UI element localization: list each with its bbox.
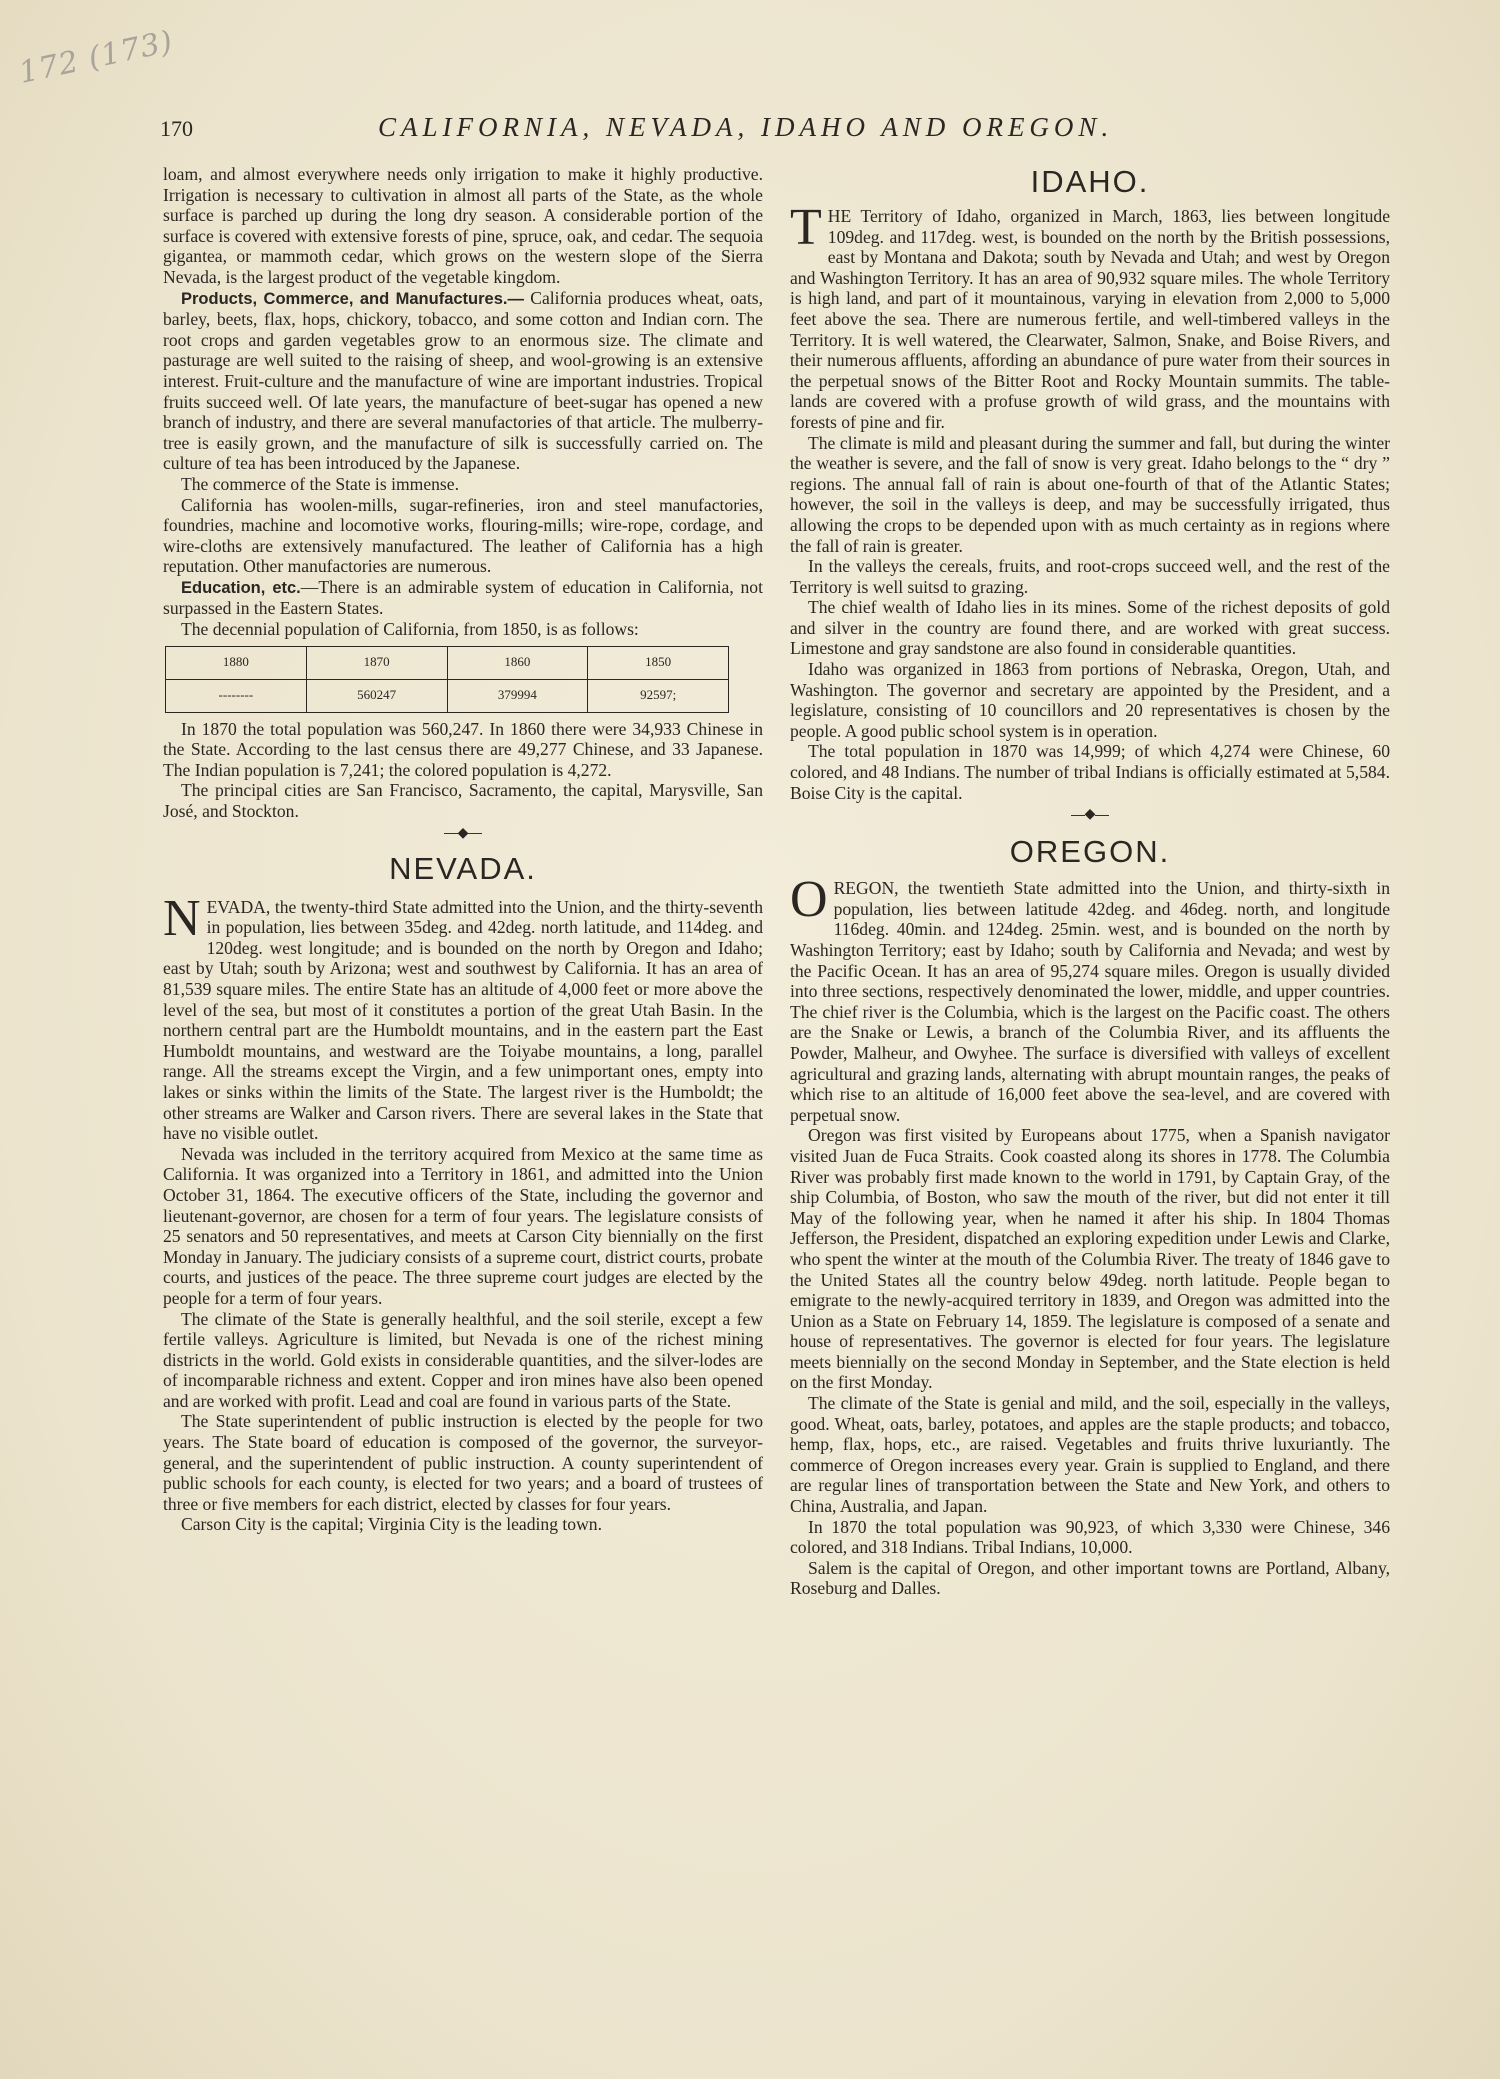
running-head: CALIFORNIA, NEVADA, IDAHO AND OREGON.	[378, 112, 1114, 142]
table-cell: 560247	[306, 679, 447, 712]
oregon-capital-paragraph: Salem is the capital of Oregon, and other important towns are Portland, Albany, Roseburg and Dalles.	[790, 1557, 1390, 1599]
idaho-intro-paragraph	[790, 199, 1390, 433]
oregon-history-paragraph: Oregon was first visited by Europeans about 1775, when a Spanish navigator visited Juan de Fuca Straits. Cook coasted along its shores in 1778. The Columbia River was probably first made known to the world in 1791, by Captain Gray, of the ship Columbia, of Boston, who saw the mouth of the river, but did not enter it till May of the following year, when he named it after his ship. In 1804 Thomas Jefferson, the President, dispatched an exploring expedition under Lewis and Clarke, who spent the winter at the mouth of the Columbia River. The treaty of 1846 gave to the United States all the country below 49deg. north latitude. People began to emigrate to the newly-acquired territory in 1839, and Oregon was admitted into the Union as a State on February 14, 1859. The legislature is composed of a senate and house of representatives. The governor is elected for four years. The legislature meets biennially on the second Monday in September, and the State election is held on the first Monday.	[790, 1125, 1390, 1393]
education-text: —There is an admirable system of education in California, not surpassed in the Eastern States.	[163, 576, 763, 619]
oregon-title: OREGON.	[1009, 834, 1171, 870]
table-cell: --------	[166, 679, 307, 712]
idaho-population-paragraph: The total population in 1870 was 14,999; of which 4,274 were Chinese, 60 colored, and 48 Indians. The number of tribal Indians is officially estimated at 5,584. Boise City is the capital.	[790, 741, 1390, 803]
right-column	[790, 164, 1390, 1599]
california-population-paragraph: In 1870 the total population was 560,247. In 1860 there were 34,933 Chinese in the State. According to the last census there are 49,277 Chinese, and 33 Japanese. The Indian population is 7,241; the colored population is 4,272.	[163, 718, 763, 780]
population-table	[165, 646, 729, 713]
nevada-history-paragraph: Nevada was included in the territory acquired from Mexico at the same time as California. It was organized into a Territory in 1861, and admitted into the Union October 31, 1864. The executive officers of the State, including the governor and lieutenant-governor, are chosen for a term of four years. The legislature consists of 25 senators and 50 representatives, and meets at Carson City biennially on the first Monday in January. The judiciary consists of a supreme court, district courts, probate courts, and justices of the peace. The three supreme court judges are elected by the people for a term of four years.	[163, 1143, 763, 1308]
california-continued-paragraph: loam, and almost everywhere needs only irrigation to make it highly productive. Irrigation is necessary to cultivation in almost all parts of the State, as the whole surface is parched up during the long dry season. A considerable portion of the surface is covered with extensive forests of pine, spruce, oak, and cedar. The sequoia gigantea, or mammoth cedar, which grows on the western slope of the Sierra Nevada, is the largest product of the vegetable kingdom.	[163, 164, 763, 287]
page-header	[160, 112, 1400, 152]
nevada-intro-paragraph	[163, 889, 763, 1144]
table-cell: 92597;	[588, 679, 729, 712]
idaho-mines-paragraph: The chief wealth of Idaho lies in its mines. Some of the richest deposits of gold and silver in the country are found there, and are worked with great success. Limestone and gray sandstone are also found in considerable quantities.	[790, 597, 1390, 659]
california-cities-paragraph: The principal cities are San Francisco, Sacramento, the capital, Marysville, San José, and Stockton.	[163, 780, 763, 822]
products-text: California produces wheat, oats, barley, beets, flax, hops, chickory, tobacco, and some cotton and Indian corn. The root crops and garden vegetables grow to an enormous size. The climate and pasturage are well suited to the raising of sheep, and wool-growing is an extensive interest. Fruit-culture and the manufacture of wine are important industries. Tropical fruits succeed well. Of late years, the manufacture of beet-sugar has opened a new branch of industry, and there are several manufactories of that article. The mulberry-tree is easily grown, and the manufacture of silk is successfully carried on. The culture of tea has been introduced by the Japanese.	[163, 287, 763, 474]
education-heading: Education, etc.	[181, 578, 301, 597]
oregon-population-paragraph: In 1870 the total population was 90,923, of which 3,330 were Chinese, 346 colored, and 318 Indians. Tribal Indians, 10,000.	[790, 1516, 1390, 1558]
oregon-intro-text: REGON, the twentieth State admitted into the Union, and thirty-sixth in population, lies between latitude 42deg. and 46deg. north, and longitude 116deg. 40min. and 124deg. 25min. west, and is bounded on the north by Washington Territory; east by Idaho; south by California and Nevada; and west by the Pacific Ocean. It has an area of 95,274 square miles. Oregon is usually divided into three sections, respectively denominated the lower, middle, and upper countries. The chief river is the Columbia, which is the largest on the Pacific coast. The others are the Snake or Lewis, a branch of the Columbia River, and its affluents the Powder, Malheur, and Owyhee. The surface is diversified with valleys of excellent agricultural and grazing lands, alternating with abrupt mountain ranges, the peaks of which rise to an altitude of 16,000 feet above the sea-level, and are covered with perpetual snow.	[790, 878, 1390, 1125]
table-row-years	[166, 646, 729, 679]
oregon-dropcap: O	[790, 871, 828, 929]
products-heading: Products, Commerce, and Manufactures.—	[181, 289, 524, 308]
idaho-dropcap: T	[790, 199, 822, 256]
table-row-values	[166, 679, 729, 712]
nevada-intro-text: EVADA, the twenty-third State admitted into the Union, and the thirty-seventh in population, lies between 35deg. and 42deg. north latitude, and 114deg. and 120deg. west longitude; and is bounded on the north by Oregon and Idaho; east by Utah; south by Arizona; west and southwest by California. It has an area of 81,539 square miles. The entire State has an altitude of 4,000 feet or more above the level of the sea, but most of it constitutes a portion of the great Utah Basin. In the northern central part are the Humboldt mountains, and in the eastern part the East Humboldt mountains, and westward are the Toiyabe mountains, a long, parallel range. All the streams except the Virgin, and a few unimportant ones, empty into lakes or sinks within the limits of the State. The largest river is the Humboldt; the other streams are Walker and Carson rivers. There are several lakes in the State that have no visible outlet.	[163, 896, 763, 1144]
nevada-capital-paragraph: Carson City is the capital; Virginia City is the leading town.	[181, 1514, 602, 1535]
table-cell: 1870	[306, 646, 447, 679]
table-cell: 1880	[166, 646, 307, 679]
nevada-climate-paragraph: The climate of the State is generally healthful, and the soil sterile, except a few fertile valleys. Agriculture is limited, but Nevada is one of the richest mining districts in the world. Gold exists in considerable quantities, and the silver-lodes are of incomparable richness and extent. Copper and iron mines have also been opened and are worked with profit. Lead and coal are found in various parts of the State.	[163, 1308, 763, 1411]
table-cell: 379994	[447, 679, 588, 712]
idaho-intro-text: HE Territory of Idaho, organized in March, 1863, lies between longitude 109deg. and 117deg. west, is bounded on the north by the British possessions, east by Montana and Dakota; south by Nevada and Utah; and west by Oregon and Washington Territory. It has an area of 90,932 square miles. The whole Territory is high land, and part of it mountainous, varying in elevation from 2,000 to 5,000 feet above the sea. There are numerous fertile, and well-timbered valleys in the Territory. It is well watered, the Clearwater, Salmon, Snake, and Boise Rivers, and their numerous affluents, affording an abundance of pure water from their sources in the perpetual snows of the Bitter Root and Rocky Mountain summits. The table-lands are covered with a profuse growth of wild grass, and the mountains with forests of pine and fir.	[790, 206, 1390, 432]
manufactures-paragraph: California has woolen-mills, sugar-refineries, iron and steel manufactories, foundries, machine and locomotive works, flouring-mills; wire-rope, cordage, and wire-cloths are extensively manufactured. The leather of California has a high reputation. Other manufactories are numerous.	[163, 494, 763, 577]
decennial-intro: The decennial population of California, from 1850, is as follows:	[181, 619, 639, 640]
nevada-title: NEVADA.	[389, 850, 537, 886]
left-column	[163, 164, 763, 1535]
page-number: 170	[160, 116, 193, 141]
idaho-history-paragraph: Idaho was organized in 1863 from portions of Nebraska, Oregon, Utah, and Washington. The governor and secretary are appointed by the President, and a legislature, consisting of 10 councillors and 20 representatives is chosen by the people. A good public school system is in operation.	[790, 659, 1390, 741]
nevada-education-paragraph: The State superintendent of public instruction is elected by the people for two years. The State board of education is composed of the governor, the surveyor-general, and the superintendent of public instruction. A county superintendent of public schools for each county, is elected for two years; and a board of trustees of three or five members for each district, elected by classes for four years.	[163, 1411, 763, 1514]
section-divider: ◆	[163, 827, 763, 841]
section-divider: ◆	[790, 808, 1390, 822]
products-paragraph	[163, 288, 763, 474]
pencil-note: 172 (173)	[16, 24, 177, 91]
idaho-climate-paragraph: The climate is mild and pleasant during the summer and fall, but during the winter the weather is severe, and the fall of snow is very great. Idaho belongs to the “ dry ” regions. The annual fall of rain is about one-fourth of that of the Atlantic States; however, the soil in the valleys is deep, and may be successfully irrigated, thus allowing the crops to be depended upon with as much certainty as in regions where the fall of rain is greater.	[790, 432, 1390, 556]
nevada-dropcap: N	[163, 889, 201, 947]
table-cell: 1850	[588, 646, 729, 679]
oregon-intro-paragraph	[790, 871, 1390, 1125]
oregon-climate-paragraph: The climate of the State is genial and mild, and the soil, especially in the valleys, good. Wheat, oats, barley, potatoes, and apples are the staple products; and tobacco, hemp, flax, hops, etc., are raised. Vegetables and fruits thrive luxuriantly. The commerce of Oregon increases every year. Grain is supplied to England, and there are regular lines of transportation between the State and New York, and others to China, Australia, and Japan.	[790, 1393, 1390, 1517]
commerce-paragraph: The commerce of the State is immense.	[181, 473, 459, 494]
table-cell: 1860	[447, 646, 588, 679]
idaho-valleys-paragraph: In the valleys the cereals, fruits, and root-crops succeed well, and the rest of the Territory is well suitsd to grazing.	[790, 556, 1390, 597]
education-paragraph	[163, 577, 763, 619]
idaho-title: IDAHO.	[1030, 164, 1150, 199]
